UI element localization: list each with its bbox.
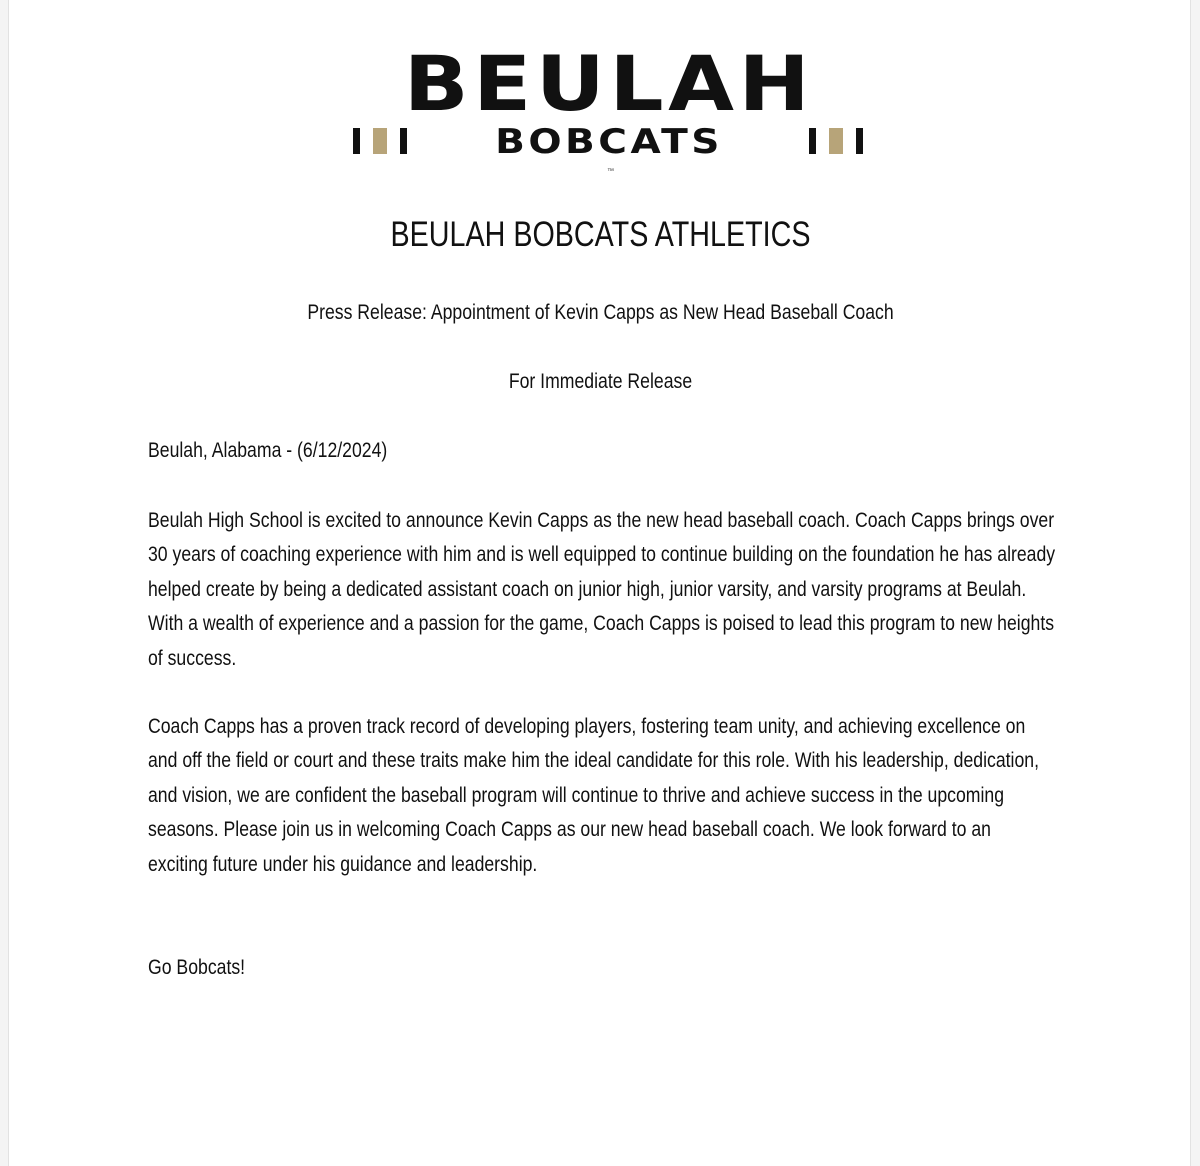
release-label: For Immediate Release xyxy=(508,370,693,393)
logo-wordmark-primary: BEULAH xyxy=(403,39,815,128)
logo-wordmark-secondary: BOBCATS xyxy=(495,122,723,162)
logo-bar xyxy=(856,128,863,154)
document-page xyxy=(8,0,1191,1166)
signoff: Go Bobcats! xyxy=(148,956,246,979)
dateline: Beulah, Alabama - (6/12/2024) xyxy=(148,439,388,462)
logo-bars-right xyxy=(809,128,863,154)
beulah-bobcats-logo xyxy=(349,39,869,175)
trademark-mark: ™ xyxy=(607,168,614,175)
press-release-title: Press Release: Appointment of Kevin Capps as New Head Baseball Coach xyxy=(307,301,894,324)
logo-bar-gold xyxy=(829,128,843,154)
logo-bar xyxy=(809,128,816,154)
body-paragraph-2: Coach Capps has a proven track record of developing players, fostering team unity, and achieving excellence on and off the field or court and these traits make him the ideal candidate for this role. With his leadership, dedication, and vision, we are confident the baseball program will continue to thrive and achieve success in the upcoming seasons. Please join us in welcoming Coach Capps as our new head baseball coach. We look forward to an exciting future under his guidance and leadership. xyxy=(148,715,1040,876)
body-paragraph-1: Beulah High School is excited to announce Kevin Capps as the new head baseball coach. Coach Capps brings over 30 years of coaching experience with him and is well equipped to continue building on the foundation he has already helped create by being a dedicated assistant coach on junior high, junior varsity, and varsity programs at Beulah. With a wealth of experience and a passion for the game, Coach Capps is poised to lead this program to new heights of success. xyxy=(148,509,1056,670)
logo-secondary-row xyxy=(349,122,869,162)
document-heading: BEULAH BOBCATS ATHLETICS xyxy=(390,215,811,254)
